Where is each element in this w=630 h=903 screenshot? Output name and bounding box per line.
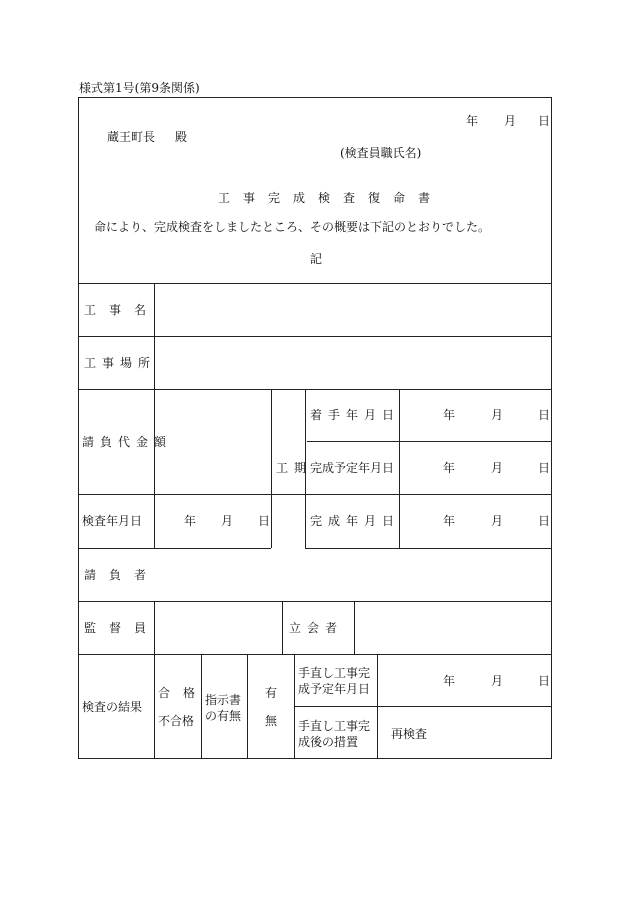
label-rework-measure-2: 成後の措置 — [298, 735, 359, 749]
inspection-day: 日 — [258, 514, 271, 528]
label-rework-measure-1: 手直し工事完 — [298, 719, 371, 733]
label-start-date: 着手年月日 — [310, 408, 401, 422]
label-witness: 立会者 — [289, 621, 344, 635]
label-work-name: 工事名 — [84, 303, 160, 317]
divider — [247, 654, 248, 759]
divider — [282, 601, 283, 654]
rework-day: 日 — [538, 674, 551, 688]
rework-month: 月 — [491, 674, 504, 688]
divider — [78, 389, 552, 390]
label-work-place: 工事場所 — [84, 356, 157, 370]
label-inspection-result: 検査の結果 — [82, 700, 143, 714]
label-yes: 有 — [265, 686, 278, 700]
planned-day: 日 — [538, 461, 551, 475]
label-period: 工期 — [276, 461, 313, 475]
start-month: 月 — [491, 408, 504, 422]
label-pass: 合格 — [158, 686, 209, 700]
completion-day: 日 — [538, 514, 551, 528]
start-day: 日 — [538, 408, 551, 422]
divider — [305, 548, 552, 549]
divider — [154, 283, 155, 548]
label-no: 無 — [265, 714, 278, 728]
divider — [354, 601, 355, 654]
date-year: 年 — [466, 114, 479, 128]
label-rework-plan-1: 手直し工事完 — [298, 666, 371, 680]
divider — [294, 706, 552, 707]
divider — [377, 654, 378, 759]
inspector-name-label: (検査員職氏名) — [340, 146, 422, 160]
planned-year: 年 — [443, 461, 456, 475]
inspection-month: 月 — [221, 514, 234, 528]
completion-month: 月 — [491, 514, 504, 528]
divider — [78, 654, 552, 655]
date-day: 日 — [538, 114, 551, 128]
divider — [78, 283, 552, 284]
label-inspection-date: 検査年月日 — [82, 514, 143, 528]
label-instruction-1: 指示書 — [205, 693, 242, 707]
label-contractor: 請負者 — [84, 568, 160, 582]
honorific: 殿 — [175, 130, 188, 144]
planned-month: 月 — [491, 461, 504, 475]
label-instruction-2: の有無 — [205, 709, 242, 723]
ki-mark: 記 — [310, 252, 323, 266]
label-rework-plan-2: 成予定年月日 — [298, 682, 371, 696]
reinspection-text: 再検査 — [391, 727, 428, 741]
start-year: 年 — [443, 408, 456, 422]
rework-year: 年 — [443, 674, 456, 688]
divider — [154, 654, 155, 759]
divider — [78, 494, 552, 495]
divider — [294, 654, 295, 759]
label-completion-date: 完成年月日 — [310, 514, 401, 528]
divider — [271, 389, 272, 548]
body-text: 命により、完成検査をしましたところ、その概要は下記のとおりでした。 — [94, 220, 491, 234]
inspection-year: 年 — [184, 514, 197, 528]
label-fail: 不合格 — [158, 714, 195, 728]
divider — [201, 654, 202, 759]
addressee: 蔵王町長 — [107, 130, 156, 144]
divider — [78, 548, 271, 549]
divider — [78, 601, 552, 602]
divider — [307, 441, 552, 442]
document-title: 工事完成検査復命書 — [218, 191, 444, 205]
date-month: 月 — [504, 114, 517, 128]
label-planned-completion: 完成予定年月日 — [310, 461, 395, 475]
label-contract-amount: 請負代金額 — [82, 435, 173, 449]
divider — [78, 336, 552, 337]
label-supervisor: 監督員 — [84, 621, 160, 635]
completion-year: 年 — [443, 514, 456, 528]
form-number-label: 様式第1号(第9条関係) — [79, 81, 200, 95]
